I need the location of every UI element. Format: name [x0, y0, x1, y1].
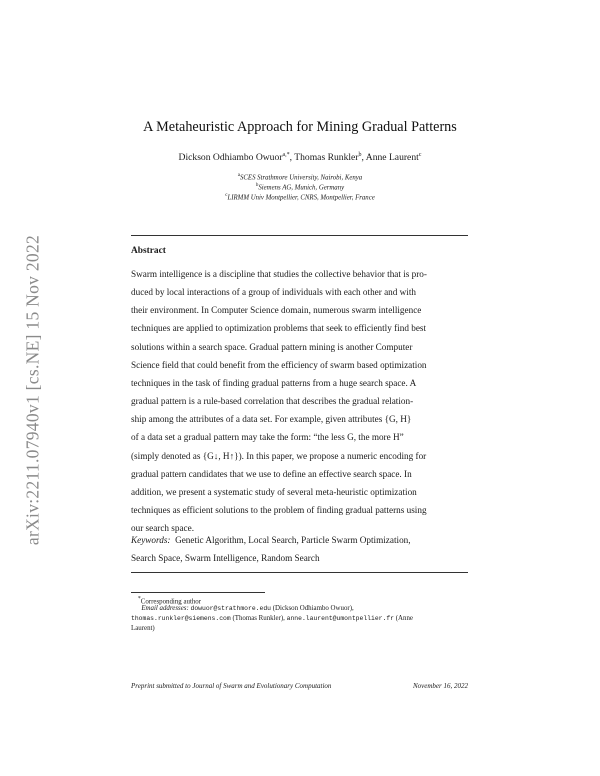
- footnote-mark: *: [137, 596, 141, 602]
- author-mark: c: [418, 152, 422, 158]
- abstract-line: of a data set a gradual pattern may take the form: “the less G, the more H”: [131, 432, 404, 443]
- abstract-top-rule: [131, 235, 468, 236]
- email-owner: (Dickson Odhiambo Owuor),: [272, 605, 354, 612]
- paper-title: A Metaheuristic Approach for Mining Gradual Patterns: [143, 119, 457, 135]
- keywords-line: Genetic Algorithm, Local Search, Particle Swarm Optimization,: [175, 535, 411, 545]
- footnote-tail: Laurent): [131, 625, 155, 632]
- arxiv-id: arXiv:2211.07940v1 [cs.NE] 15 Nov 2022: [22, 234, 43, 546]
- author-list: Dickson Odhiambo Owuor$^{a,*}$, Thomas Runkler$^b$, Anne Laurent$^c$: [178, 152, 422, 164]
- footnote-rule: [131, 592, 265, 593]
- abstract-line: techniques in the task of finding gradual patterns from a huge search space. A: [131, 377, 417, 388]
- author-name: Dickson Odhiambo Owuor: [178, 152, 283, 164]
- footnote-text: Corresponding author: [140, 598, 202, 606]
- affiliation-mark: c: [225, 193, 228, 198]
- keywords-line: Search Space, Swarm Intelligence, Random Search: [131, 553, 320, 563]
- abstract-line: gradual pattern candidates that we use to define an effective search space. In: [131, 468, 412, 479]
- preprint-date: November 16, 2022: [412, 682, 468, 690]
- abstract-line: our search space.: [131, 523, 195, 534]
- abstract-line: Swarm intelligence is a discipline that studies the collective behavior that is pro-: [131, 269, 427, 279]
- affiliation-mark: a: [237, 173, 240, 178]
- author-name: Thomas Runkler: [294, 152, 359, 164]
- abstract-line: their environment. In Computer Science domain, numerous swarm intelligence: [131, 305, 422, 316]
- email-link[interactable]: anne.laurent@umontpellier.fr: [286, 615, 395, 622]
- abstract-line: techniques are applied to optimization problems that seek to efficiently find best: [131, 323, 427, 334]
- email-link[interactable]: thomas.runkler@siemens.com: [131, 615, 231, 622]
- abstract-line: duced by local interactions of a group of individuals with each other and with: [131, 287, 416, 298]
- abstract-heading: Abstract: [131, 246, 166, 256]
- email-owner: (Anne: [395, 615, 413, 622]
- email-owner: (Thomas Runkler),: [232, 615, 285, 622]
- email-label: Email addresses:: [141, 605, 189, 612]
- abstract-line: addition, we present a systematic study of several meta-heuristic optimization: [131, 486, 417, 497]
- abstract-line: solutions within a search space. Gradual pattern mining is another Computer: [131, 341, 413, 352]
- abstract-line: gradual pattern is a rule-based correlation that describes the gradual relation-: [131, 396, 414, 407]
- abstract-line: (simply denoted as {G↓, H↑}). In this paper, we propose a numeric encoding for: [131, 450, 427, 461]
- author-name: Anne Laurent: [365, 152, 419, 164]
- footnote-emails: [131, 614, 468, 624]
- abstract-line: Science field that could benefit from the efficiency of swarm based optimization: [131, 359, 427, 370]
- email-link[interactable]: dowuor@strathmore.edu: [190, 605, 272, 612]
- keywords: [131, 531, 468, 567]
- footnote-emails: [131, 604, 468, 614]
- affiliation-mark: b: [255, 183, 259, 188]
- preprint-journal: Preprint submitted to Journal of Swarm and Evolutionary Computation: [131, 682, 332, 690]
- abstract-bottom-rule: [131, 572, 468, 573]
- keywords-label: Keywords:: [131, 535, 171, 545]
- affiliation: [0, 191, 600, 203]
- affiliation-text: Siemens AG, Munich, Germany: [258, 184, 345, 192]
- author-mark: b: [358, 152, 362, 158]
- abstract-body: [131, 265, 468, 537]
- preprint-footer: [131, 682, 468, 690]
- author-mark: a,*: [282, 152, 290, 158]
- abstract-line: techniques as efficient solutions to the problem of finding gradual patterns using: [131, 505, 427, 516]
- affiliation-text: LIRMM Univ Montpellier, CNRS, Montpellier, France: [227, 194, 375, 202]
- affiliation-text: SCES Strathmore University, Nairobi, Kenya: [240, 174, 363, 182]
- arxiv-stamp: [18, 200, 48, 580]
- abstract-line: ship among the attributes of a data set. For example, given attributes {G, H}: [131, 414, 412, 425]
